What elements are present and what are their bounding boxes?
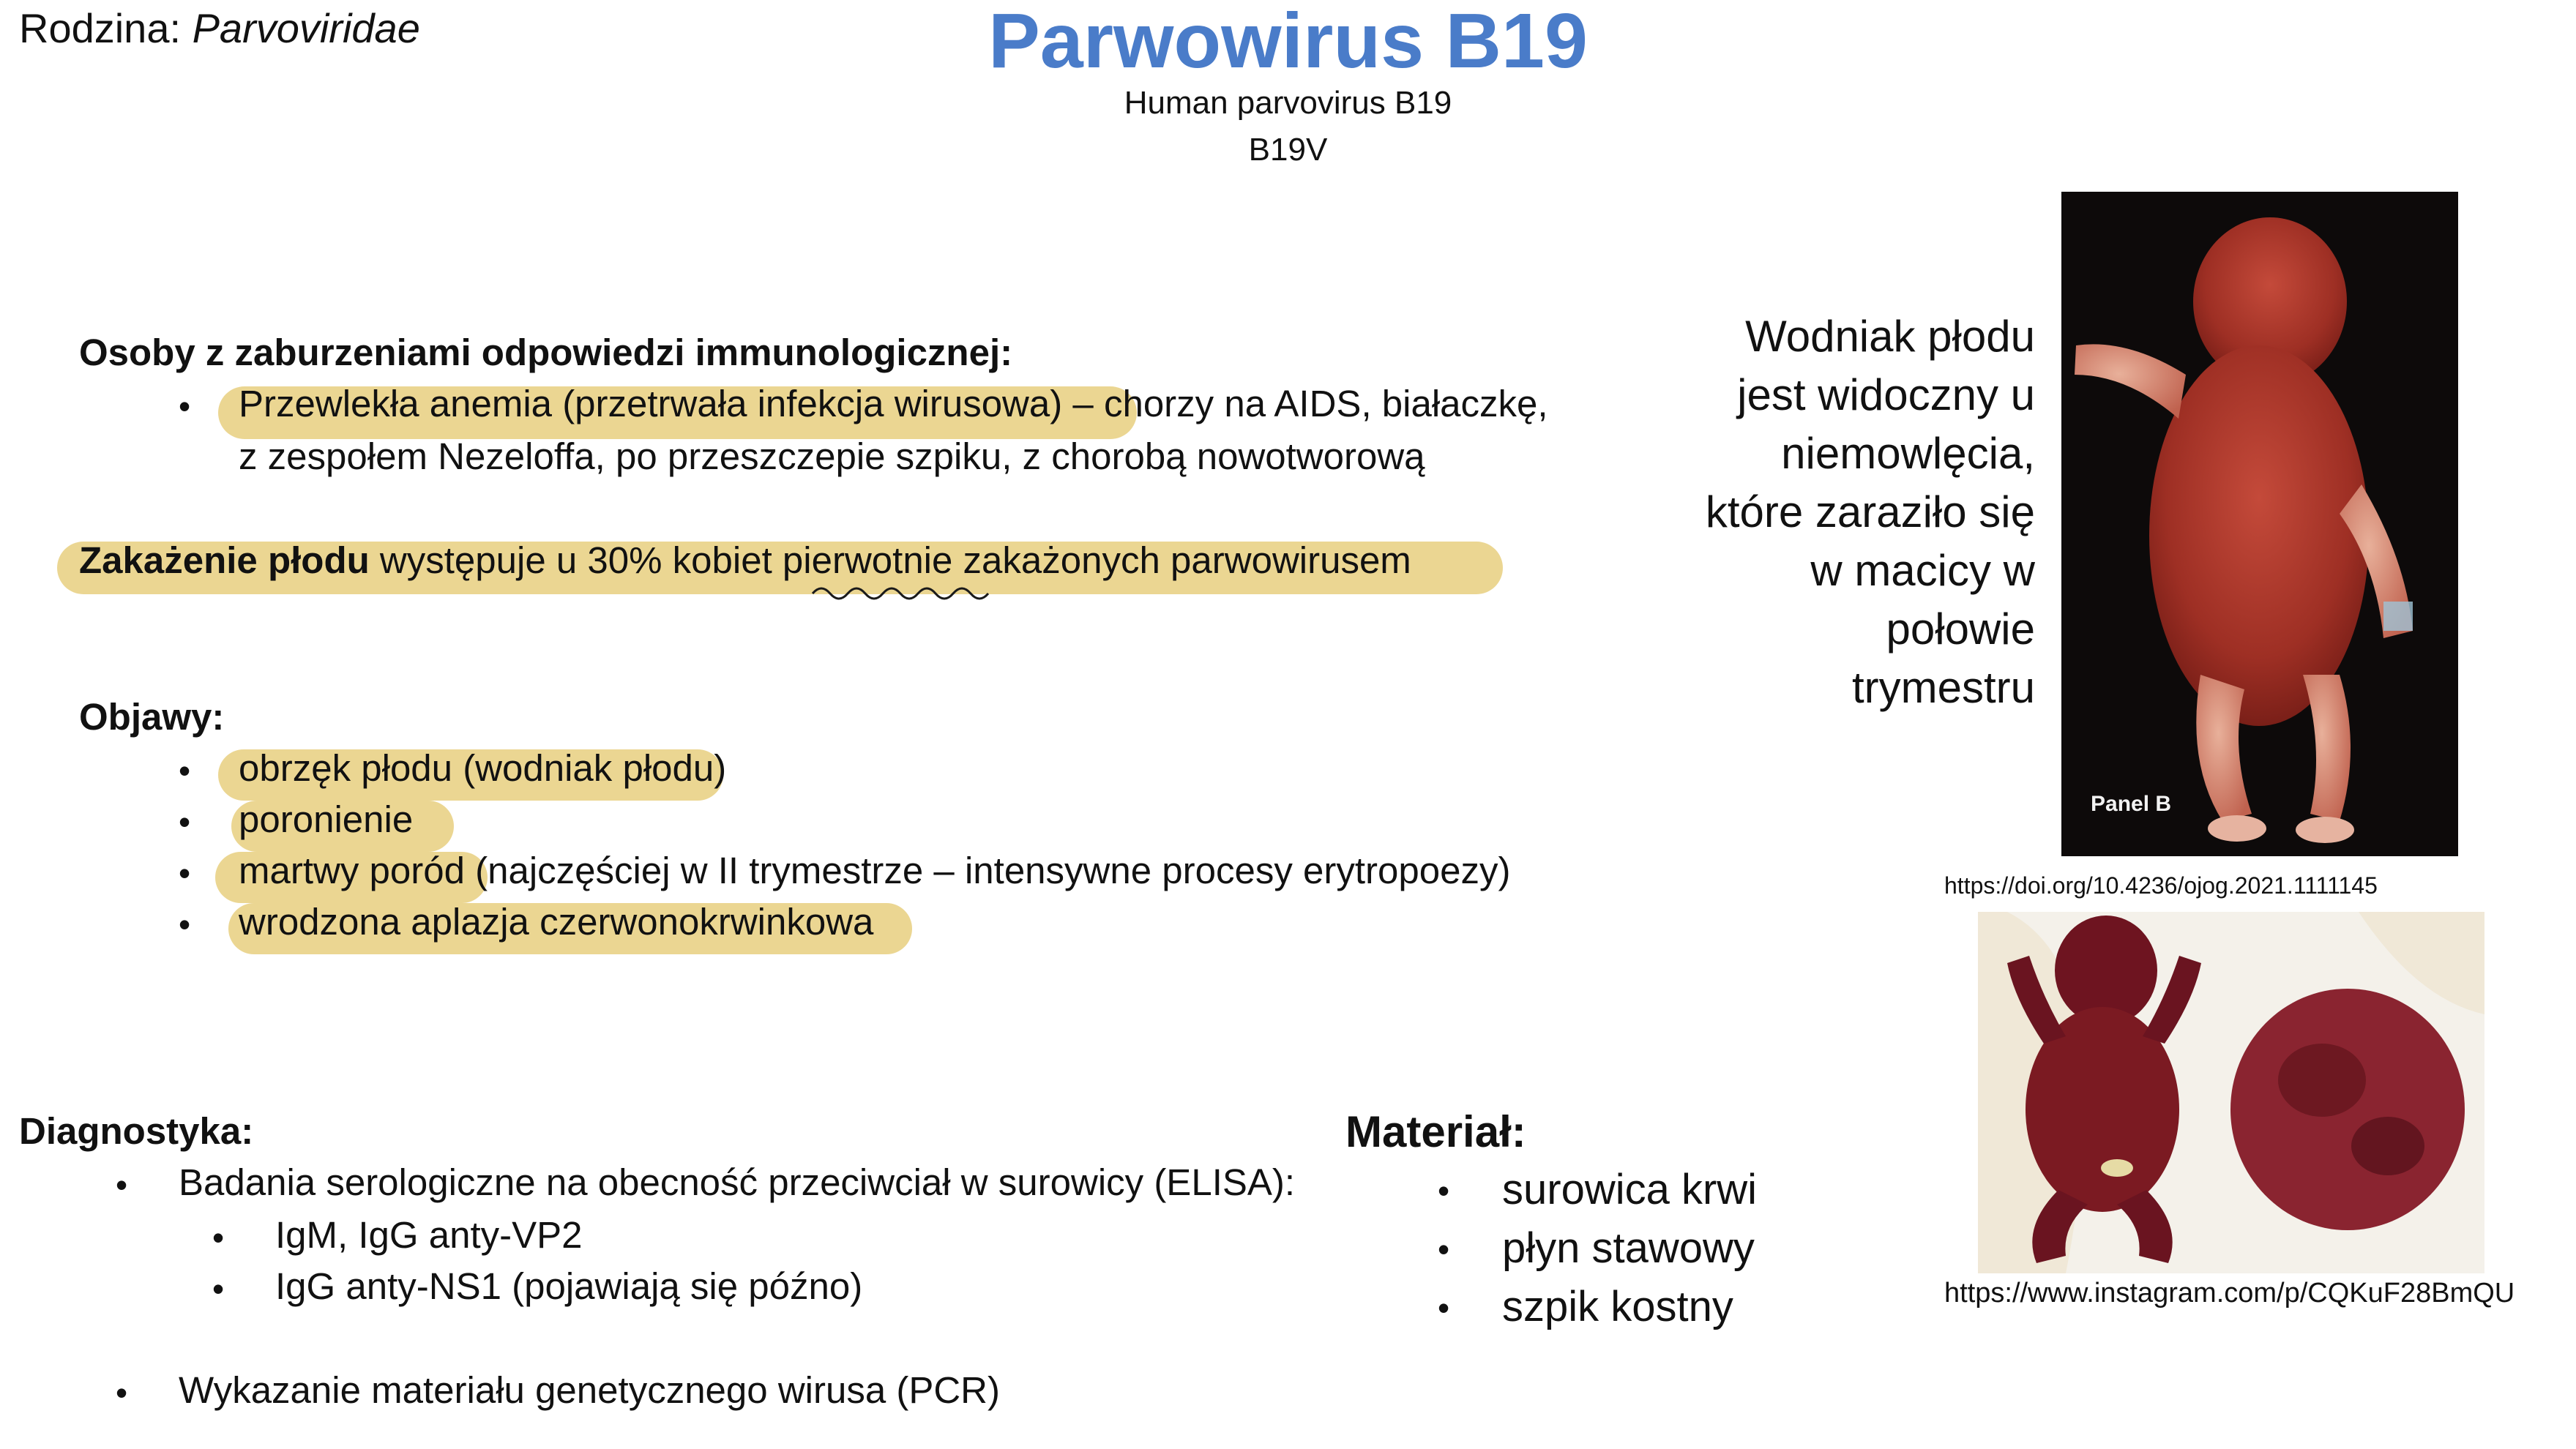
- symptom-item: wrodzona aplazja czerwonokrwinkowa: [239, 901, 874, 943]
- fetus-placenta-photo: [1978, 912, 2484, 1273]
- bullet-icon: •: [179, 803, 191, 841]
- material-item: surowica krwi: [1502, 1166, 1758, 1213]
- wavy-underline-icon: [811, 583, 994, 604]
- symptom-item: martwy poród (najczęściej w II trymestrze – intensywne procesy erytropoezy): [239, 850, 1511, 891]
- family-label: Rodzina: Parvoviridae: [19, 5, 420, 51]
- material-item: płyn stawowy: [1502, 1224, 1755, 1272]
- fetus-illustration: [2061, 192, 2458, 856]
- symptom-item: obrzęk płodu (wodniak płodu): [239, 747, 727, 789]
- bullet-icon: •: [1438, 1230, 1450, 1268]
- photo-source-link[interactable]: https://doi.org/10.4236/ojog.2021.1111145: [1944, 872, 2378, 899]
- immuno-item-line2: z zespołem Nezeloffa, po przeszczepie szpiku, z chorobą nowotworową: [239, 435, 1425, 477]
- family-name: Parvoviridae: [192, 5, 420, 51]
- diagnostics-heading: Diagnostyka:: [19, 1110, 254, 1152]
- bullet-icon: •: [179, 905, 191, 943]
- bullet-icon: •: [179, 854, 191, 892]
- fetus-placenta-illustration: [1978, 912, 2484, 1273]
- subtitle-full-name: Human parvovirus B19: [1124, 85, 1452, 121]
- material-item: szpik kostny: [1502, 1283, 1733, 1330]
- bullet-icon: •: [1438, 1172, 1450, 1210]
- bullet-icon: •: [179, 387, 191, 425]
- bullet-icon: •: [116, 1374, 128, 1412]
- photo-source-link[interactable]: https://www.instagram.com/p/CQKuF28BmQU: [1944, 1278, 2515, 1308]
- immuno-item: Przewlekła anemia (przetrwała infekcja wirusowa) – chorzy na AIDS, białaczkę,: [239, 383, 1548, 424]
- diagnostics-item: Wykazanie materiału genetycznego wirusa (PCR): [179, 1369, 1000, 1411]
- subtitle-abbreviation: B19V: [1248, 132, 1328, 168]
- bullet-icon: •: [212, 1270, 225, 1308]
- symptom-item: poronienie: [239, 798, 414, 840]
- hydrops-fetus-photo: [2061, 192, 2458, 856]
- diagnostics-subitem: IgG anty-NS1 (pojawiają się późno): [275, 1265, 863, 1307]
- symptoms-heading: Objawy:: [79, 696, 225, 738]
- bullet-icon: •: [116, 1166, 128, 1204]
- immuno-heading: Osoby z zaburzeniami odpowiedzi immunologicznej:: [79, 332, 1013, 373]
- page-title: Parwowirus B19: [988, 0, 1588, 84]
- panel-label: Panel B: [2091, 792, 2172, 816]
- fetal-infection-line: Zakażenie płodu występuje u 30% kobiet pierwotnie zakażonych parwowirusem: [79, 539, 1411, 581]
- bullet-icon: •: [179, 752, 191, 790]
- material-heading: Materiał:: [1345, 1107, 1526, 1156]
- bullet-icon: •: [1438, 1289, 1450, 1327]
- photo-caption: Wodniak płodu jest widoczny u niemowlęcia, które zaraziło się w macicy w połowie trymestru: [1705, 312, 2035, 712]
- diagnostics-item: Badania serologiczne na obecność przeciwciał w surowicy (ELISA):: [179, 1161, 1296, 1203]
- diagnostics-subitem: IgM, IgG anty-VP2: [275, 1214, 583, 1256]
- bullet-icon: •: [212, 1218, 225, 1257]
